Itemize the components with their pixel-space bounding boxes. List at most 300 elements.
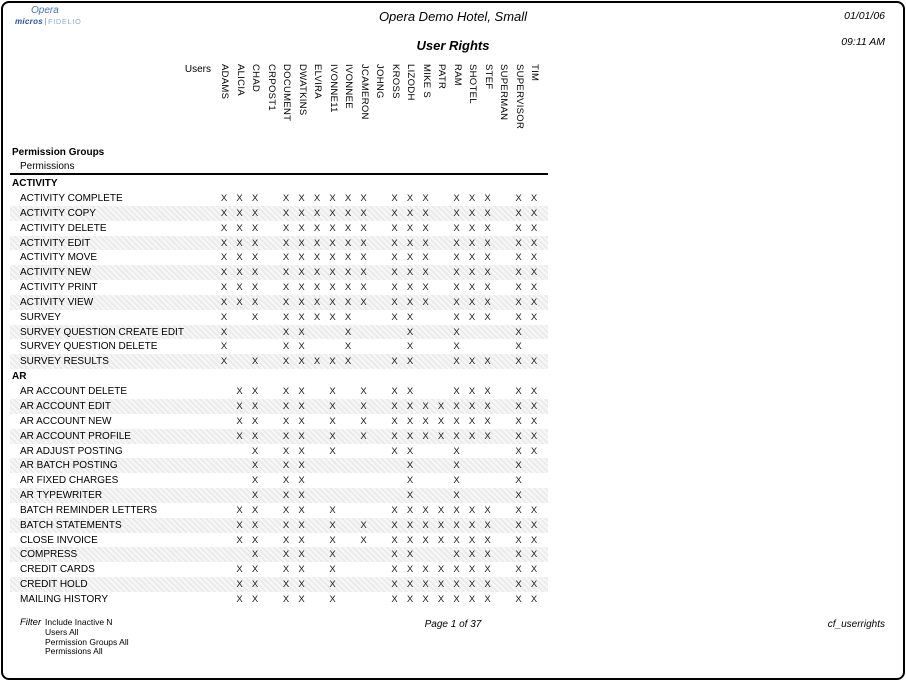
permission-label: AR BATCH POSTING [20, 460, 118, 472]
permission-granted-mark: X [422, 504, 429, 516]
permission-granted-mark: X [468, 534, 476, 546]
permission-granted-mark: X [406, 534, 414, 546]
permission-label: BATCH STATEMENTS [20, 519, 122, 531]
permission-granted-mark: X [484, 504, 491, 516]
permission-granted-mark: X [391, 356, 398, 368]
permission-granted-mark: X [406, 326, 414, 338]
permission-granted-mark: X [329, 237, 336, 249]
permission-granted-mark: X [515, 311, 522, 323]
section-header-row [10, 176, 548, 191]
permission-label: AR ACCOUNT DELETE [20, 386, 128, 398]
permission-granted-mark: X [515, 475, 522, 487]
permission-granted-mark: X [406, 237, 414, 249]
user-column-header: IVONNEE [343, 64, 354, 109]
permission-granted-mark: X [437, 579, 445, 591]
permission-granted-mark: X [453, 252, 460, 264]
permission-granted-mark: X [236, 534, 243, 546]
permission-granted-mark: X [251, 311, 259, 323]
permission-granted-mark: X [437, 564, 445, 576]
permission-granted-mark: X [251, 415, 259, 427]
permission-granted-mark: X [437, 430, 445, 442]
permission-granted-mark: X [251, 267, 259, 279]
permission-granted-mark: X [360, 222, 367, 234]
user-column-header: CRPOST1 [265, 64, 277, 111]
permission-granted-mark: X [484, 549, 491, 561]
permission-granted-mark: X [360, 415, 367, 427]
permission-granted-mark: X [484, 415, 491, 427]
permission-granted-mark: X [298, 193, 305, 204]
permission-granted-mark: X [468, 504, 476, 516]
permission-label: ACTIVITY COPY [20, 207, 96, 219]
permission-granted-mark: X [344, 207, 352, 219]
permission-granted-mark: X [406, 475, 414, 487]
user-column-header: KROSS [389, 64, 401, 99]
permission-granted-mark: X [530, 237, 538, 249]
permission-granted-mark: X [236, 282, 243, 294]
permission-row [10, 250, 548, 265]
permission-granted-mark: X [484, 579, 491, 591]
permission-granted-mark: X [422, 415, 429, 427]
permission-granted-mark: X [391, 415, 398, 427]
permission-granted-mark: X [422, 222, 429, 234]
user-column-header: IVONNE11 [327, 64, 339, 113]
permission-granted-mark: X [251, 504, 259, 516]
permission-granted-mark: X [391, 519, 398, 531]
permission-granted-mark: X [360, 296, 367, 308]
permission-granted-mark: X [484, 519, 491, 531]
permission-granted-mark: X [344, 296, 352, 308]
permission-row [10, 533, 548, 548]
permission-granted-mark: X [313, 207, 321, 219]
permission-granted-mark: X [530, 252, 538, 264]
permission-granted-mark: X [251, 386, 259, 398]
permission-granted-mark: X [282, 311, 290, 323]
permission-granted-mark: X [298, 207, 305, 219]
permission-granted-mark: X [251, 564, 259, 576]
permission-granted-mark: X [515, 460, 522, 472]
permission-granted-mark: X [422, 430, 429, 442]
permission-granted-mark: X [515, 237, 522, 249]
permission-granted-mark: X [453, 460, 460, 472]
permission-row [10, 265, 548, 280]
permission-granted-mark: X [236, 207, 243, 219]
permission-granted-mark: X [453, 549, 460, 561]
permission-granted-mark: X [422, 282, 429, 294]
permission-granted-mark: X [515, 445, 522, 457]
permission-label: ACTIVITY NEW [20, 267, 91, 279]
permission-granted-mark: X [298, 504, 305, 516]
permission-granted-mark: X [437, 534, 445, 546]
permission-granted-mark: X [360, 519, 367, 531]
permission-row [10, 592, 548, 607]
permission-granted-mark: X [422, 193, 429, 204]
permission-granted-mark: X [251, 430, 259, 442]
permission-granted-mark: X [251, 400, 259, 412]
permission-granted-mark: X [515, 222, 522, 234]
permission-granted-mark: X [298, 490, 305, 502]
permission-granted-mark: X [422, 593, 429, 605]
permission-granted-mark: X [220, 326, 228, 338]
permission-granted-mark: X [282, 341, 290, 353]
permission-granted-mark: X [422, 296, 429, 308]
permission-granted-mark: X [329, 519, 336, 531]
permission-granted-mark: X [298, 475, 305, 487]
permission-granted-mark: X [468, 311, 476, 323]
permission-granted-mark: X [391, 564, 398, 576]
permission-row [10, 280, 548, 295]
report-code: cf_userrights [827, 619, 885, 630]
permission-row [10, 429, 548, 444]
permission-granted-mark: X [515, 386, 522, 398]
permission-granted-mark: X [515, 400, 522, 412]
permission-granted-mark: X [422, 564, 429, 576]
permission-granted-mark: X [406, 400, 414, 412]
permission-label: ACTIVITY VIEW [20, 296, 94, 308]
user-column-header: SUPERVISOR [513, 64, 525, 130]
permission-granted-mark: X [453, 282, 460, 294]
permission-granted-mark: X [530, 356, 538, 368]
permission-granted-mark: X [251, 282, 259, 294]
permission-granted-mark: X [360, 237, 367, 249]
permission-label: AR ACCOUNT PROFILE [20, 430, 131, 442]
permission-granted-mark: X [251, 519, 259, 531]
permission-granted-mark: X [468, 356, 476, 368]
permission-granted-mark: X [298, 445, 305, 457]
permission-granted-mark: X [530, 534, 538, 546]
permission-granted-mark: X [422, 400, 429, 412]
permission-granted-mark: X [329, 252, 336, 264]
permission-granted-mark: X [329, 415, 336, 427]
permission-row [10, 339, 548, 354]
permission-granted-mark: X [484, 222, 491, 234]
permission-granted-mark: X [298, 386, 305, 398]
permission-granted-mark: X [298, 267, 305, 279]
permission-granted-mark: X [484, 430, 491, 442]
permission-granted-mark: X [329, 267, 336, 279]
permission-granted-mark: X [468, 222, 476, 234]
permission-granted-mark: X [236, 267, 243, 279]
permission-label: AR TYPEWRITER [20, 490, 103, 502]
permission-granted-mark: X [251, 222, 259, 234]
permission-granted-mark: X [391, 207, 398, 219]
permission-granted-mark: X [515, 534, 522, 546]
permission-row [10, 325, 548, 340]
permission-granted-mark: X [220, 267, 228, 279]
permission-granted-mark: X [530, 593, 538, 605]
permission-granted-mark: X [422, 534, 429, 546]
permission-granted-mark: X [298, 534, 305, 546]
permission-granted-mark: X [437, 400, 445, 412]
permission-granted-mark: X [453, 475, 460, 487]
permission-granted-mark: X [220, 193, 228, 204]
permission-granted-mark: X [313, 282, 321, 294]
filter-permission-groups: Permission Groups All [45, 636, 129, 647]
permission-granted-mark: X [437, 415, 445, 427]
permission-granted-mark: X [298, 311, 305, 323]
permission-granted-mark: X [515, 564, 522, 576]
permission-granted-mark: X [530, 549, 538, 561]
permission-granted-mark: X [282, 386, 290, 398]
user-column-header: TIM [529, 64, 540, 82]
permission-granted-mark: X [282, 593, 290, 605]
permission-granted-mark: X [282, 207, 290, 219]
permission-label: SURVEY [20, 311, 61, 323]
page-number: Page 1 of 37 [424, 619, 482, 630]
permission-granted-mark: X [313, 296, 321, 308]
permission-granted-mark: X [406, 490, 414, 502]
permission-granted-mark: X [391, 222, 398, 234]
permission-granted-mark: X [515, 207, 522, 219]
permission-granted-mark: X [453, 430, 460, 442]
permission-granted-mark: X [298, 579, 305, 591]
permission-granted-mark: X [282, 519, 290, 531]
permission-granted-mark: X [515, 415, 522, 427]
permission-granted-mark: X [282, 460, 290, 472]
permission-granted-mark: X [391, 593, 398, 605]
permission-granted-mark: X [391, 445, 398, 457]
permission-granted-mark: X [360, 207, 367, 219]
permission-granted-mark: X [329, 504, 336, 516]
permission-granted-mark: X [468, 252, 476, 264]
user-column-header: DWATKINS [296, 64, 308, 116]
permission-granted-mark: X [329, 222, 336, 234]
permissions-subheader: Permissions [20, 161, 75, 172]
permission-granted-mark: X [406, 252, 414, 264]
permission-granted-mark: X [391, 237, 398, 249]
permission-granted-mark: X [251, 356, 259, 368]
permission-granted-mark: X [437, 504, 445, 516]
permission-granted-mark: X [515, 267, 522, 279]
permission-label: SURVEY QUESTION DELETE [20, 341, 158, 353]
permission-granted-mark: X [453, 311, 460, 323]
permission-granted-mark: X [406, 564, 414, 576]
permission-granted-mark: X [468, 415, 476, 427]
permission-granted-mark: X [453, 222, 460, 234]
permission-row [10, 503, 548, 518]
permission-granted-mark: X [515, 252, 522, 264]
permission-granted-mark: X [530, 267, 538, 279]
report-page [1, 1, 905, 680]
permission-granted-mark: X [453, 534, 460, 546]
user-column-header: ALICIA [234, 64, 246, 96]
permission-granted-mark: X [298, 519, 305, 531]
permission-granted-mark: X [406, 549, 414, 561]
permission-granted-mark: X [468, 549, 476, 561]
permission-granted-mark: X [406, 386, 414, 398]
permission-granted-mark: X [329, 386, 336, 398]
user-column-header: ELVIRA [312, 64, 323, 99]
permission-granted-mark: X [391, 311, 398, 323]
permission-granted-mark: X [391, 193, 398, 204]
user-column-header: JOHNG [374, 64, 385, 99]
permission-granted-mark: X [468, 207, 476, 219]
permission-granted-mark: X [251, 296, 259, 308]
permission-granted-mark: X [530, 207, 538, 219]
permission-granted-mark: X [282, 504, 290, 516]
permission-granted-mark: X [515, 296, 522, 308]
permission-granted-mark: X [344, 311, 352, 323]
permission-row [10, 473, 548, 488]
permission-granted-mark: X [484, 296, 491, 308]
permission-granted-mark: X [468, 564, 476, 576]
permission-granted-mark: X [530, 193, 538, 204]
permission-granted-mark: X [406, 430, 414, 442]
permission-granted-mark: X [406, 341, 414, 353]
permission-granted-mark: X [251, 593, 259, 605]
permission-granted-mark: X [530, 400, 538, 412]
permission-granted-mark: X [344, 341, 352, 353]
permission-granted-mark: X [329, 430, 336, 442]
permission-granted-mark: X [251, 549, 259, 561]
permission-granted-mark: X [344, 222, 352, 234]
section-label: ACTIVITY [12, 178, 58, 189]
user-column-header: MIKE S [420, 64, 432, 99]
permission-label: ACTIVITY DELETE [20, 222, 107, 234]
permission-row [10, 236, 548, 251]
permission-granted-mark: X [391, 400, 398, 412]
permission-granted-mark: X [391, 549, 398, 561]
permission-granted-mark: X [515, 193, 522, 204]
permission-granted-mark: X [282, 237, 290, 249]
permission-granted-mark: X [484, 311, 491, 323]
permission-granted-mark: X [329, 549, 336, 561]
permission-granted-mark: X [329, 445, 336, 457]
permission-granted-mark: X [422, 267, 429, 279]
permission-granted-mark: X [298, 296, 305, 308]
permission-granted-mark: X [329, 296, 336, 308]
permission-granted-mark: X [391, 252, 398, 264]
permission-row [10, 458, 548, 473]
permission-granted-mark: X [329, 356, 336, 368]
permission-row [10, 310, 548, 325]
permission-granted-mark: X [515, 579, 522, 591]
permission-granted-mark: X [220, 311, 228, 323]
permission-granted-mark: X [220, 237, 228, 249]
permission-granted-mark: X [530, 579, 538, 591]
permission-granted-mark: X [313, 356, 321, 368]
permission-granted-mark: X [453, 490, 460, 502]
permission-granted-mark: X [530, 564, 538, 576]
permission-granted-mark: X [453, 207, 460, 219]
permission-granted-mark: X [236, 430, 243, 442]
table-top-rule [10, 173, 548, 175]
permission-granted-mark: X [453, 593, 460, 605]
permission-granted-mark: X [298, 415, 305, 427]
permission-granted-mark: X [437, 519, 445, 531]
permission-granted-mark: X [360, 430, 367, 442]
user-column-header: PATR [436, 64, 447, 90]
permission-granted-mark: X [453, 415, 460, 427]
permission-granted-mark: X [344, 237, 352, 249]
permission-granted-mark: X [453, 193, 460, 204]
permission-granted-mark: X [236, 564, 243, 576]
permission-granted-mark: X [453, 400, 460, 412]
permission-granted-mark: X [360, 282, 367, 294]
permission-granted-mark: X [282, 267, 290, 279]
permission-granted-mark: X [313, 222, 321, 234]
permission-granted-mark: X [468, 282, 476, 294]
permission-granted-mark: X [282, 549, 290, 561]
permission-granted-mark: X [298, 282, 305, 294]
permission-granted-mark: X [453, 296, 460, 308]
permission-granted-mark: X [220, 252, 228, 264]
permission-granted-mark: X [422, 252, 429, 264]
permission-granted-mark: X [468, 430, 476, 442]
permission-row [10, 562, 548, 577]
report-title: User Rights [416, 38, 490, 53]
permission-granted-mark: X [406, 593, 414, 605]
report-date: 01/01/06 [844, 10, 885, 22]
permission-granted-mark: X [251, 490, 259, 502]
permission-granted-mark: X [282, 222, 290, 234]
user-column-header: DOCUMENT [281, 64, 292, 122]
permission-granted-mark: X [468, 579, 476, 591]
permissions-grid [10, 176, 548, 607]
permission-granted-mark: X [313, 311, 321, 323]
opera-brand-text: Opera [31, 5, 59, 16]
permission-label: BATCH REMINDER LETTERS [20, 504, 158, 516]
filter-users: Users All [45, 626, 79, 637]
permission-granted-mark: X [453, 504, 460, 516]
permission-granted-mark: X [468, 386, 476, 398]
permission-granted-mark: X [282, 356, 290, 368]
permission-granted-mark: X [220, 222, 228, 234]
permission-granted-mark: X [360, 534, 367, 546]
permission-granted-mark: X [251, 193, 259, 204]
permission-granted-mark: X [282, 475, 290, 487]
permission-label: MAILING HISTORY [20, 593, 108, 605]
permission-granted-mark: X [515, 490, 522, 502]
permission-granted-mark: X [515, 504, 522, 516]
permission-granted-mark: X [422, 519, 429, 531]
permission-label: SURVEY QUESTION CREATE EDIT [20, 326, 184, 338]
user-column-header: LIZODH [405, 64, 416, 101]
permission-granted-mark: X [515, 341, 522, 353]
permission-granted-mark: X [282, 282, 290, 294]
permission-granted-mark: X [484, 534, 491, 546]
permission-granted-mark: X [282, 193, 290, 204]
permission-granted-mark: X [282, 252, 290, 264]
permission-granted-mark: X [453, 564, 460, 576]
permission-granted-mark: X [453, 341, 460, 353]
permission-granted-mark: X [530, 311, 538, 323]
permission-granted-mark: X [468, 296, 476, 308]
permission-granted-mark: X [530, 445, 538, 457]
permission-label: AR ACCOUNT EDIT [20, 400, 111, 412]
permission-granted-mark: X [236, 252, 243, 264]
permission-granted-mark: X [298, 252, 305, 264]
permission-granted-mark: X [391, 504, 398, 516]
permission-granted-mark: X [236, 296, 243, 308]
permission-granted-mark: X [484, 193, 491, 204]
permission-row [10, 206, 548, 221]
permission-granted-mark: X [236, 593, 243, 605]
permission-granted-mark: X [298, 356, 305, 368]
permission-granted-mark: X [313, 267, 321, 279]
permission-granted-mark: X [406, 504, 414, 516]
permission-granted-mark: X [220, 341, 228, 353]
permission-granted-mark: X [344, 267, 352, 279]
permission-granted-mark: X [344, 193, 352, 204]
permission-granted-mark: X [530, 296, 538, 308]
permission-granted-mark: X [329, 282, 336, 294]
permission-granted-mark: X [453, 356, 460, 368]
permission-granted-mark: X [391, 579, 398, 591]
permission-granted-mark: X [515, 356, 522, 368]
permission-granted-mark: X [468, 267, 476, 279]
permission-granted-mark: X [406, 267, 414, 279]
user-column-header: RAM [451, 64, 463, 87]
